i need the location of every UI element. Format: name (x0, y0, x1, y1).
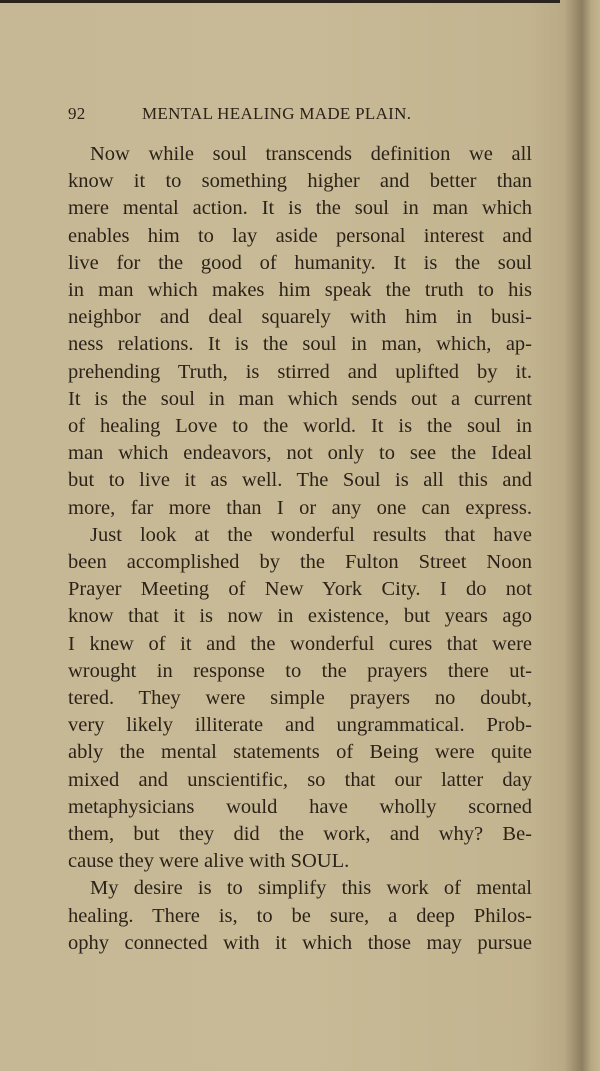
text-line: enables him to lay aside personal interest and (68, 224, 532, 247)
text-line: Just look at the wonderful results that have (90, 523, 532, 546)
text-line: metaphysicians would have wholly scorned (68, 795, 532, 818)
text-line: know it to something higher and better than (68, 170, 532, 193)
text-line: prehending Truth, is stirred and uplifted by it. (68, 360, 532, 383)
text-line: My desire is to simplify this work of mental (90, 877, 532, 900)
running-title: MENTAL HEALING MADE PLAIN. (142, 104, 412, 123)
text-line: ophy connected with it which those may pursue (68, 931, 532, 954)
text-line: man which endeavors, not only to see the Ideal (68, 442, 532, 465)
text-line: Prayer Meeting of New York City. I do not (68, 578, 532, 601)
text-line: wrought in response to the prayers there ut- (68, 659, 532, 682)
text-line: been accomplished by the Fulton Street Noon (68, 551, 532, 573)
text-line: ness relations. It is the soul in man, which, ap- (68, 333, 532, 356)
text-line: Now while soul transcends definition we all (90, 143, 532, 165)
text-line: of healing Love to the world. It is the soul in (68, 415, 532, 437)
text-line: mere mental action. It is the soul in man which (68, 197, 532, 220)
text-line: healing. There is, to be sure, a deep Philos- (68, 904, 532, 927)
text-line: I knew of it and the wonderful cures that were (68, 632, 532, 655)
text-line: but to live it as well. The Soul is all this and (68, 469, 532, 492)
text-line: in man which makes him speak the truth to his (68, 279, 532, 301)
text-line: live for the good of humanity. It is the soul (68, 251, 532, 274)
text-line: ably the mental statements of Being were quite (68, 741, 532, 764)
text-line: them, but they did the work, and why? Be- (68, 823, 532, 845)
page-top-edge (0, 0, 560, 3)
text-line: know that it is now in existence, but years ago (68, 605, 532, 628)
text-line: mixed and unscientific, so that our latter day (68, 768, 532, 791)
text-line: very likely illiterate and ungrammatical. Prob- (68, 714, 532, 737)
text-line: cause they were alive with SOUL. (68, 850, 350, 873)
page-number: 92 (68, 104, 86, 123)
text-line: It is the soul in man which sends out a current (68, 387, 532, 410)
text-line: more, far more than I or any one can express. (68, 496, 532, 519)
running-header (68, 104, 532, 128)
text-line: tered. They were simple prayers no doubt, (68, 687, 532, 709)
text-line: neighbor and deal squarely with him in busi- (68, 306, 532, 329)
